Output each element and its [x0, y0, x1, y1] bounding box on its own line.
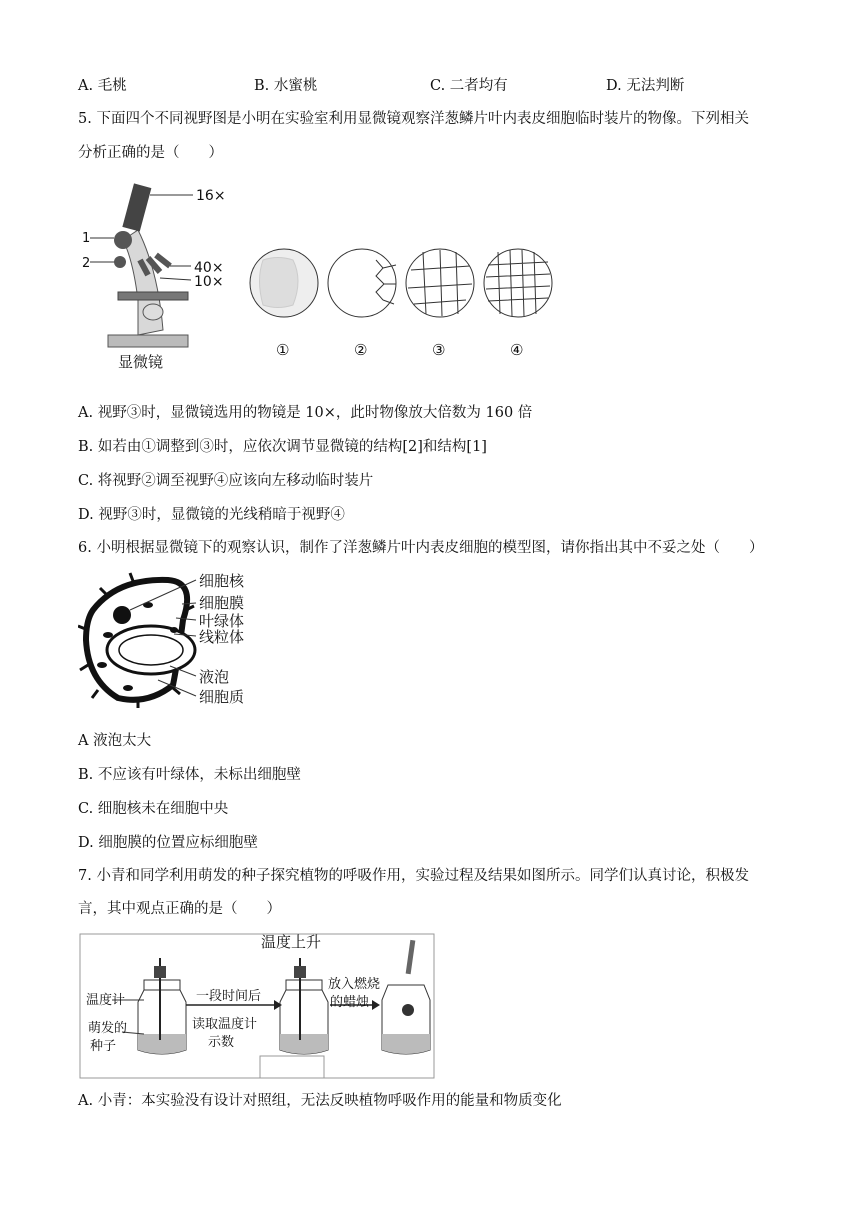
q5-option-d: D. 视野③时，显微镜的光线稍暗于视野④ — [78, 507, 345, 523]
q6-cell-model-figure — [78, 570, 268, 715]
q5-stem-line1: 5. 下面四个不同视野图是小明在实验室利用显微镜观察洋葱鳞片叶内表皮细胞临时装片的物像。下列相关 — [78, 111, 749, 127]
view-4 — [484, 249, 552, 317]
q7-option-a: A. 小青：本实验没有设计对照组，无法反映植物呼吸作用的能量和物质变化 — [78, 1093, 562, 1109]
q5-stem-line2: 分析正确的是（ ） — [78, 145, 223, 161]
microscope-caption: 显微镜 — [118, 353, 164, 371]
q7-experiment-figure — [78, 930, 438, 1080]
thermometer-label: 温度计 — [86, 993, 126, 1008]
bottle-2-icon — [280, 958, 328, 1054]
label-membrane: 细胞膜 — [199, 594, 245, 612]
view-2-label: ② — [354, 341, 368, 359]
q6-stem: 6. 小明根据显微镜下的观察认识，制作了洋葱鳞片叶内表皮细胞的模型图，请你指出其中不妥之处（ ） — [78, 540, 764, 556]
eyepiece-label: 16× — [196, 188, 226, 204]
step3-label-2: 的蜡烛 — [330, 995, 370, 1010]
objective-low-label: 10× — [194, 274, 224, 290]
q6-option-d: D. 细胞膜的位置应标细胞壁 — [78, 835, 258, 851]
label-nucleus: 细胞核 — [199, 572, 245, 590]
q5-option-c: C. 将视野②调至视野④应该向左移动临时装片 — [78, 473, 374, 489]
bottle-3-icon — [382, 940, 430, 1054]
step3-label-1: 放入燃烧 — [328, 977, 381, 992]
label-cytoplasm: 细胞质 — [199, 688, 245, 706]
step1-label: 一段时间后 — [196, 989, 262, 1004]
q4-option-a: A. 毛桃 — [78, 78, 127, 94]
q5-option-a: A. 视野③时，显微镜选用的物镜是 10×，此时物像放大倍数为 160 倍 — [78, 405, 533, 421]
label-chloroplast: 叶绿体 — [199, 612, 245, 630]
q7-stem-line1: 7. 小青和同学利用萌发的种子探究植物的呼吸作用，实验过程及结果如图所示。同学们认真讨论，积极发 — [78, 868, 749, 884]
q4-option-d: D. 无法判断 — [606, 78, 685, 94]
seed-label-2: 种子 — [90, 1039, 117, 1054]
q6-option-b: B. 不应该有叶绿体，未标出细胞壁 — [78, 767, 301, 783]
q4-option-b: B. 水蜜桃 — [254, 78, 318, 94]
microscope-icon — [108, 183, 188, 347]
view-1-label: ① — [276, 341, 290, 359]
objective-high-label: 40× — [194, 260, 224, 276]
q6-option-a: A 液泡太大 — [78, 733, 152, 749]
view-3 — [406, 249, 474, 317]
step2-label-2: 示数 — [208, 1035, 235, 1050]
label-vacuole: 液泡 — [199, 668, 230, 686]
step2-label-1: 读取温度计 — [192, 1017, 258, 1032]
part-2-label: 2 — [82, 256, 91, 271]
bottle-1-icon — [138, 958, 186, 1054]
part-1-label: 1 — [82, 231, 91, 246]
q5-option-b: B. 如若由①调整到③时，应依次调节显微镜的结构[2]和结构[1] — [78, 439, 487, 455]
q4-option-c: C. 二者均有 — [430, 78, 508, 94]
q5-microscope-figure — [78, 180, 558, 375]
view-3-label: ③ — [432, 341, 446, 359]
q7-stem-line2: 言，其中观点正确的是（ ） — [78, 901, 281, 917]
seed-label-1: 萌发的 — [88, 1021, 128, 1036]
q6-option-c: C. 细胞核未在细胞中央 — [78, 801, 229, 817]
view-1 — [250, 249, 318, 317]
experiment-title: 温度上升 — [261, 933, 322, 951]
view-4-label: ④ — [510, 341, 524, 359]
view-2 — [328, 249, 396, 317]
label-mitochondria: 线粒体 — [199, 628, 245, 646]
